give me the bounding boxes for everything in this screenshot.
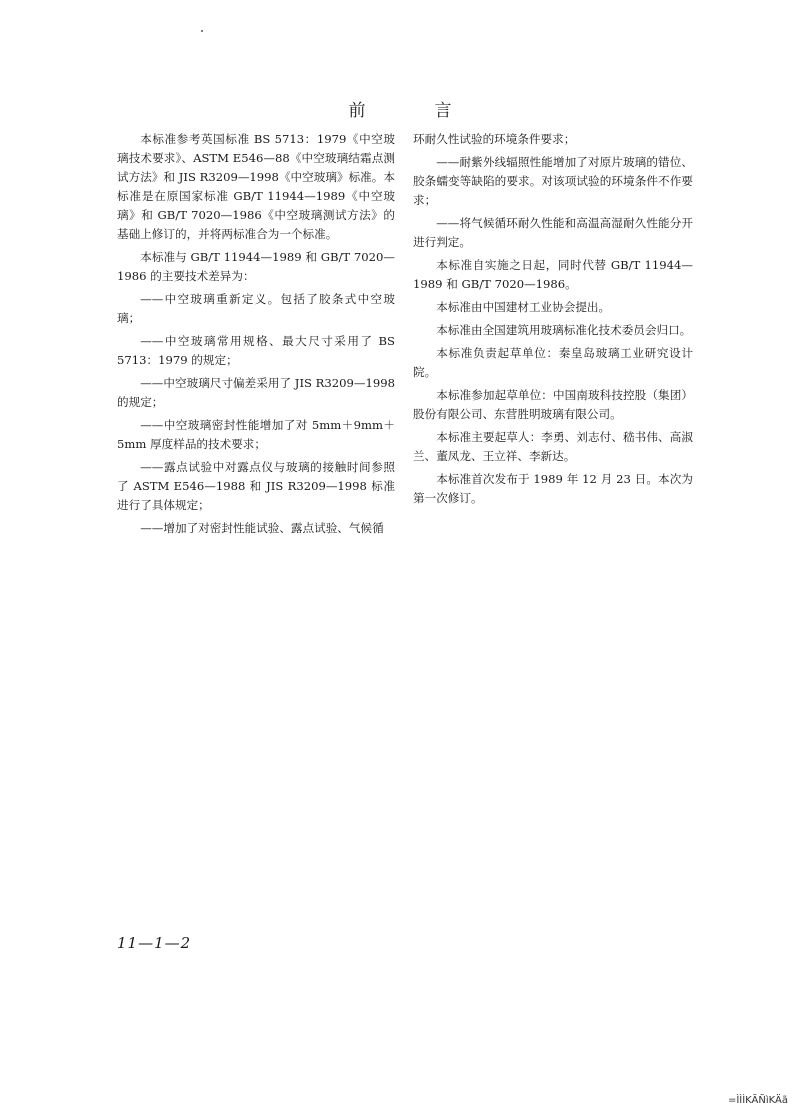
- paragraph: 本标准与 GB/T 11944—1989 和 GB/T 7020—1986 的主要技术差异为：: [117, 250, 395, 283]
- paragraph: ——将气候循环耐久性能和高温高湿耐久性能分开进行判定。: [413, 216, 693, 249]
- paragraph: 本标准由全国建筑用玻璃标准化技术委员会归口。: [436, 323, 692, 337]
- paragraph: 本标准自实施之日起，同时代替 GB/T 11944—1989 和 GB/T 7020—1986。: [413, 258, 693, 291]
- right-column: [413, 130, 693, 512]
- paragraph: ——增加了对密封性能试验、露点试验、气候循: [140, 521, 384, 535]
- paragraph: ——中空玻璃常用规格、最大尺寸采用了 BS 5713：1979 的规定；: [117, 334, 395, 367]
- corner-text: =ÌÌÌKÃÑìKÄã: [727, 1095, 788, 1106]
- paragraph: 本标准参加起草单位：中国南玻科技控股（集团）股份有限公司、东营胜明玻璃有限公司。: [413, 388, 693, 421]
- paragraph-continuation: 环耐久性试验的环境条件要求；: [413, 132, 576, 146]
- paragraph: 本标准由中国建材工业协会提出。: [436, 300, 611, 314]
- paragraph: ——露点试验中对露点仪与玻璃的接触时间参照了 ASTM E546—1988 和 JIS R3209—1998 标准进行了具体规定；: [117, 460, 395, 512]
- page-number: 11—1—2: [117, 934, 192, 952]
- scan-dot: [201, 30, 203, 32]
- paragraph: 本标准负责起草单位：秦皇岛玻璃工业研究设计院。: [413, 346, 693, 379]
- paragraph: ——耐紫外线辐照性能增加了对原片玻璃的错位、胶条蠕变等缺陷的要求。对该项试验的环境条件不作要求；: [413, 155, 693, 207]
- paragraph: 本标准主要起草人：李勇、刘志付、嵇书伟、高淑兰、董凤龙、王立祥、李新达。: [413, 430, 693, 463]
- paragraph: 本标准首次发布于 1989 年 12 月 23 日。本次为第一次修订。: [413, 472, 693, 505]
- paragraph: ——中空玻璃密封性能增加了对 5mm＋9mm＋5mm 厚度样品的技术要求；: [117, 418, 395, 451]
- paragraph: 本标准参考英国标准 BS 5713：1979《中空玻璃技术要求》、ASTM E546—88《中空玻璃结霜点测试方法》和 JIS R3209—1998《中空玻璃》标准。本标准是在原国家标准 GB/T 11944—1989《中空玻璃》和 GB/T 7020—1986《中空玻璃测试方法》的基础上修订的，并将两标准合为一个标准。: [117, 132, 395, 241]
- paragraph: ——中空玻璃重新定义。包括了胶条式中空玻璃；: [117, 292, 395, 325]
- page-title: 前 言: [348, 101, 478, 121]
- left-column: [117, 130, 395, 542]
- paragraph: ——中空玻璃尺寸偏差采用了 JIS R3209—1998 的规定；: [117, 376, 395, 409]
